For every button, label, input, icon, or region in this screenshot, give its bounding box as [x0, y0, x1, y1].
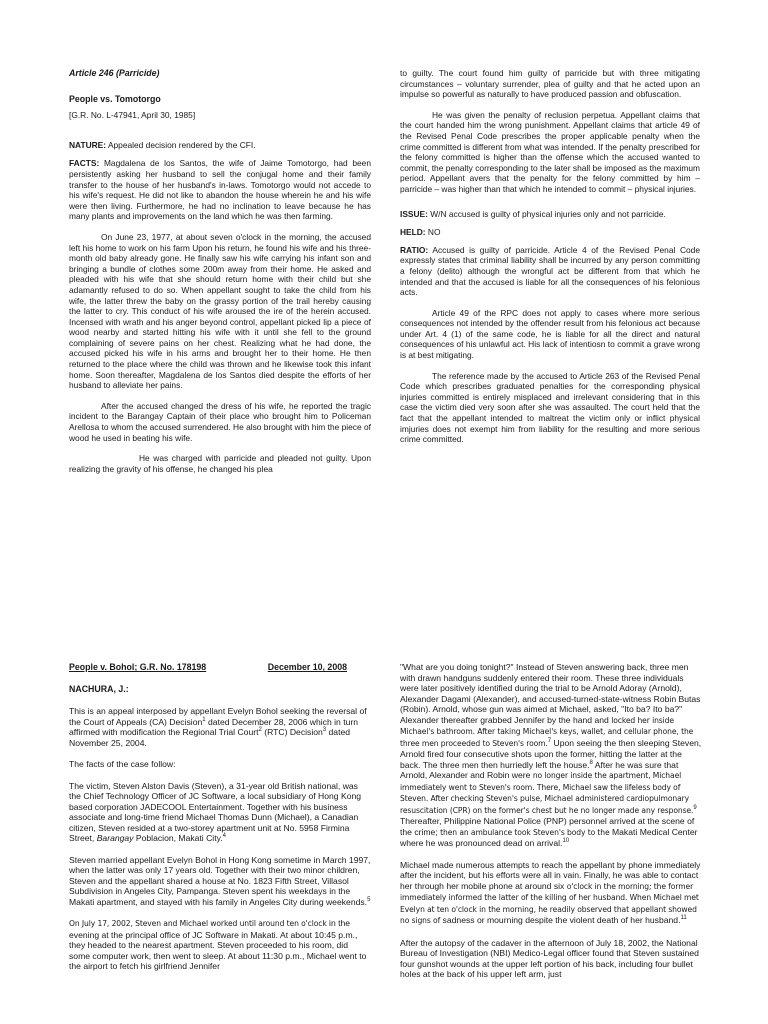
intro-text-a: This is an appeal interposed by appellant Evelyn Bohol seeking the reversal of the Court of Appeals (CA) Decision	[69, 706, 367, 727]
phone-paragraph	[400, 860, 702, 927]
intro-text-c: (RTC) Decision	[261, 727, 323, 737]
issue-text: W/N accused is guilty of physical injuries only and not parricide.	[430, 208, 666, 219]
facts-intro: The facts of the case follow:	[69, 759, 176, 769]
ratio-paragraph	[400, 245, 700, 298]
intro-text-b: dated December 28, 2006 which in turn affirmed with modification the Regional Trial Court	[69, 716, 359, 737]
held-label: HELD:	[400, 227, 426, 238]
ratio-label: RATIO:	[400, 244, 429, 255]
nature-label: NATURE:	[69, 139, 107, 150]
case-title: People vs. Tomotorgo	[69, 93, 161, 104]
intro-text-d: dated November 25, 2004.	[69, 727, 351, 748]
footnote-ref-10: 10	[562, 838, 570, 845]
paragraph-article-263: The reference made by the accused to Article 263 of the Revised Penal Code which prescribes graduated penalties for the corresponding physical injuries committed is entirely misplaced and irrelevant considering that in this case the victim died very soon after she was assaulted. The court held that the fact that the appellant intended to maltreat the victim only or inflict physical imjuries does not exempt him from liability for the resulting and more serious crime committed.	[400, 370, 700, 445]
nature-text: Appealed decision rendered by the CFI.	[107, 139, 256, 150]
marriage-text: Steven married appellant Evelyn Bohol in Hong Kong sometime in March 1997, when the latter was only 17 years old. Together with their two minor children, Steven and the appellant shared a house at No. 1823 Fifth Street, Villasol Subdivision in Angeles City, Pampanga. Steven spent his weekdays in the Makati apartment, and stayed with his family in Angeles City during weekends.	[69, 854, 371, 907]
shooting-text-b: Upon seeing the then sleeping Steven, Arnold fired four consecutive shots upon the former, hitting the latter at the back. The three men then hurriedly left the house.	[400, 737, 702, 770]
article-heading: Article 246 (Parricide)	[69, 68, 160, 78]
facts-label: FACTS:	[69, 158, 100, 169]
july-paragraph	[69, 918, 371, 972]
footnote-ref-1: 1	[202, 716, 206, 723]
paragraph-surrender: After the accused changed the dress of his wife, he reported the tragic incident to the Barangay Captain of their place who brought him to Policeman Arellosa to whom the accused surrendered. He also brought with him the piece of wood he used in beating his wife.	[69, 400, 371, 443]
held-paragraph	[400, 227, 700, 238]
paragraph-charge-continued: to guilty. The court found him guilty of parricide but with three mitigating circumstances – voluntary surrender, plea of guilty and that he acted upon an impulse so powerful as naturally to have produced passion and obfuscation.	[400, 68, 700, 100]
footnote-ref-4: 4	[222, 833, 226, 840]
shooting-text-e: Makati Medical Center where he was pronounced dead on arrival.	[400, 826, 698, 848]
shooting-text-d2: then an ambulance took Steven's body to the	[440, 827, 610, 837]
victim-text-a: The victim, Steven Alston Davis (Steven), a 31-year old British national, was the Chief Technology Officer of JC Software, a local subsidiary of Hong Kong based corporation JADECOOL Entertainment. Together with his business associate and long-time friend Michael Thomas Dunn (Michael), a Canadian citizen, Steven resided at a two-storey apartment unit at No. 5958 Firmina Street,	[69, 780, 362, 843]
shooting-text-a2: locked her inside Michael's bathroom. After taking Michael's keys, wallet, and cellular phone, the three men proceeded to Steven's room.	[400, 715, 694, 748]
shooting-text-d: Thereafter, Philippine National Police (PNP) personnel arrived at the scene of the crime;	[400, 816, 695, 837]
paragraph-incident: On June 23, 1977, at about seven o'clock in the morning, the accused left his home to work on his farm Upon his return, he found his wife and his three-month old baby already gone. He finally saw his wife carrying his infant son and bringing a bundle of clothes some 200m away from their home. He asked and pleaded with his wife that she should return home with their child but she adamantly refused to do so. When appellant sought to take the child from his wife, the latter threw the baby on the grassy portion of the trail hereby causing the latter to cry. This conduct of his wife aroused the ire of the herein accused. Incensed with wrath and his anger beyond control, appellant picked lip a piece of wood nearby and started hitting his wife with it until she fell to the ground complaining of severe pains on her chest. Realizing what he had done, the accused picked his wife in his arms and brought her to their home. He then returned to the place where the child was thrown and he likewise took this infant home. Soon thereafter, Magdalena de los Santos died despite the efforts of her husband to alleviate her pains.	[69, 231, 371, 391]
victim-paragraph	[69, 781, 371, 844]
victim-italic: Barangay	[96, 833, 134, 843]
footnote-ref-2: 2	[258, 727, 262, 734]
footnote-ref-7: 7	[547, 737, 552, 744]
issue-paragraph	[400, 209, 700, 220]
phone-text-a: Michael made numerous attempts to reach the appellant by phone immediately after the incident, but his efforts were all in vain. Finally, he was able to contact her through her mobile phone at around six	[400, 859, 701, 891]
bohol-left-column	[69, 662, 371, 972]
footnote-ref-5: 5	[367, 896, 371, 903]
shooting-paragraph	[400, 662, 702, 849]
paragraph-article-49: Article 49 of the RPC does not apply to cases where more serious consequences not intended by the offender result from his felonious act because under Art. 4 (1) of the same code, he is liable for all the direct and natural consequences of his unlawful act. His lack of intentiosn to commit a grave wrong is at best mitigating.	[400, 307, 700, 361]
footnote-ref-9: 9	[693, 804, 697, 811]
phone-text-b: sadness or mourning despite the violent death of her husband.	[440, 915, 681, 925]
facts-paragraph	[69, 158, 371, 222]
held-text: NO	[427, 227, 441, 238]
bohol-case-date: December 10, 2008	[267, 662, 347, 672]
paragraph-penalty: He was given the penalty of reclusion perpetua. Appellant claims that the court handed him the wrong punishment. Appellant claims that article 49 of the Revised Penal Code prescribes the proper applicable penalty when the crime committed is different from what was intended. If the penalty prescribed for the felony committed is higher than the offense which the accused wanted to commit, the penalty corresponding to the later shall be imposed as the maximum period. Appellant avers that the penalty for the felony committed by him – parricide – was higher than that which he intended to commit – physical injuries.	[400, 109, 700, 194]
case-digest-left-column	[69, 68, 371, 474]
bohol-header	[69, 662, 347, 673]
ratio-text: Accused is guilty of parricide. Article 4 of the Revised Penal Code expressly states that criminal liability shall be incurred by any person committing a felony (delito) although the wrongful act be different from that which he intended and that the accused is liable for all the consequences of his felonious acts.	[400, 244, 700, 298]
ponente: NACHURA, J.:	[69, 683, 129, 694]
shooting-text-a: "What are you doing tonight?" Instead of Steven answering back, three men with drawn handguns suddenly entered their room. These three individuals were later positively identified during the trial to be Arnold Adoray (Arnold), Alexander Dagami (Alexander), and accused-turned-state-witness Robin Butas (Robin). Arnold, whose gun was aimed at Michael, asked, "Ito ba? Ito ba?" Alexander thereafter grabbed Jennifer by the hand and	[400, 662, 701, 725]
july-text-b: in the evening at the principal office of JC Software in Makati. At about 10:45 p.m., they headed to the nearest apartment. Steven proceeded to his room, did some computer work, then went to sleep. At about 11:30 p.m., Michael went to the airport to fetch his girlfriend Jennifer	[69, 918, 367, 971]
issue-label: ISSUE:	[400, 208, 428, 219]
bohol-intro-paragraph	[69, 706, 371, 748]
facts-text: Magdalena de los Santos, the wife of Jaime Tomotorgo, had been persistently asking her husband to sell the conjugal home and their family transfer to the house of her husband's in-laws. Tomotorgo would not accede to his wife's request. He did not like to abandon the house wherein he and his wife were then living. Furthermore, he had no inclination to leave because he has many plants and improvements on the land which he was then farming.	[69, 158, 371, 222]
footnote-ref-11: 11	[680, 915, 687, 922]
shooting-text-c: After he was sure that Arnold, Alexander and Robin were	[400, 759, 679, 780]
case-digest-right-column	[400, 68, 700, 445]
marriage-paragraph	[69, 855, 371, 908]
bohol-right-column	[400, 662, 702, 980]
footnote-ref-8: 8	[589, 759, 593, 766]
bohol-case-title: People v. Bohol; G.R. No. 178198	[69, 662, 207, 672]
case-citation: [G.R. No. L-47941, April 30, 1985]	[69, 110, 196, 121]
footnote-ref-3: 3	[322, 727, 327, 734]
paragraph-charge: He was charged with parricide and pleaded not guilty. Upon realizing the gravity of his offense, he changed his plea	[69, 453, 371, 474]
victim-text-b: Poblacion, Makati City.	[133, 833, 223, 843]
phone-text-a2: o'clock in the morning; the former immediately informed the latter of the killing of her husband. When Michael met Evelyn at ten o'clock in the morning, he readily observed that appellant showed no signs of	[400, 881, 699, 925]
nature-paragraph	[69, 140, 371, 151]
autopsy-paragraph: After the autopsy of the cadaver in the afternoon of July 18, 2002, the National Bureau of Investigation (NBI) Medico-Legal officer found that Steven sustained four gunshot wounds at the upper left portion of his back, including four bullet holes at the back of his upper left arm, just	[400, 937, 699, 979]
shooting-text-c2: no longer inside the apartment, Michael immediately went to Steven's room. There, Michael saw the lifeless body of Steven. After checking Steven's pulse, Michael administered cardiopulmonary resuscitation (CPR) on the former's chest but he no longer made any response.	[400, 771, 694, 815]
july-text-a: On July 17, 2002, Steven and Michael worked until around ten o'clock	[69, 919, 327, 928]
